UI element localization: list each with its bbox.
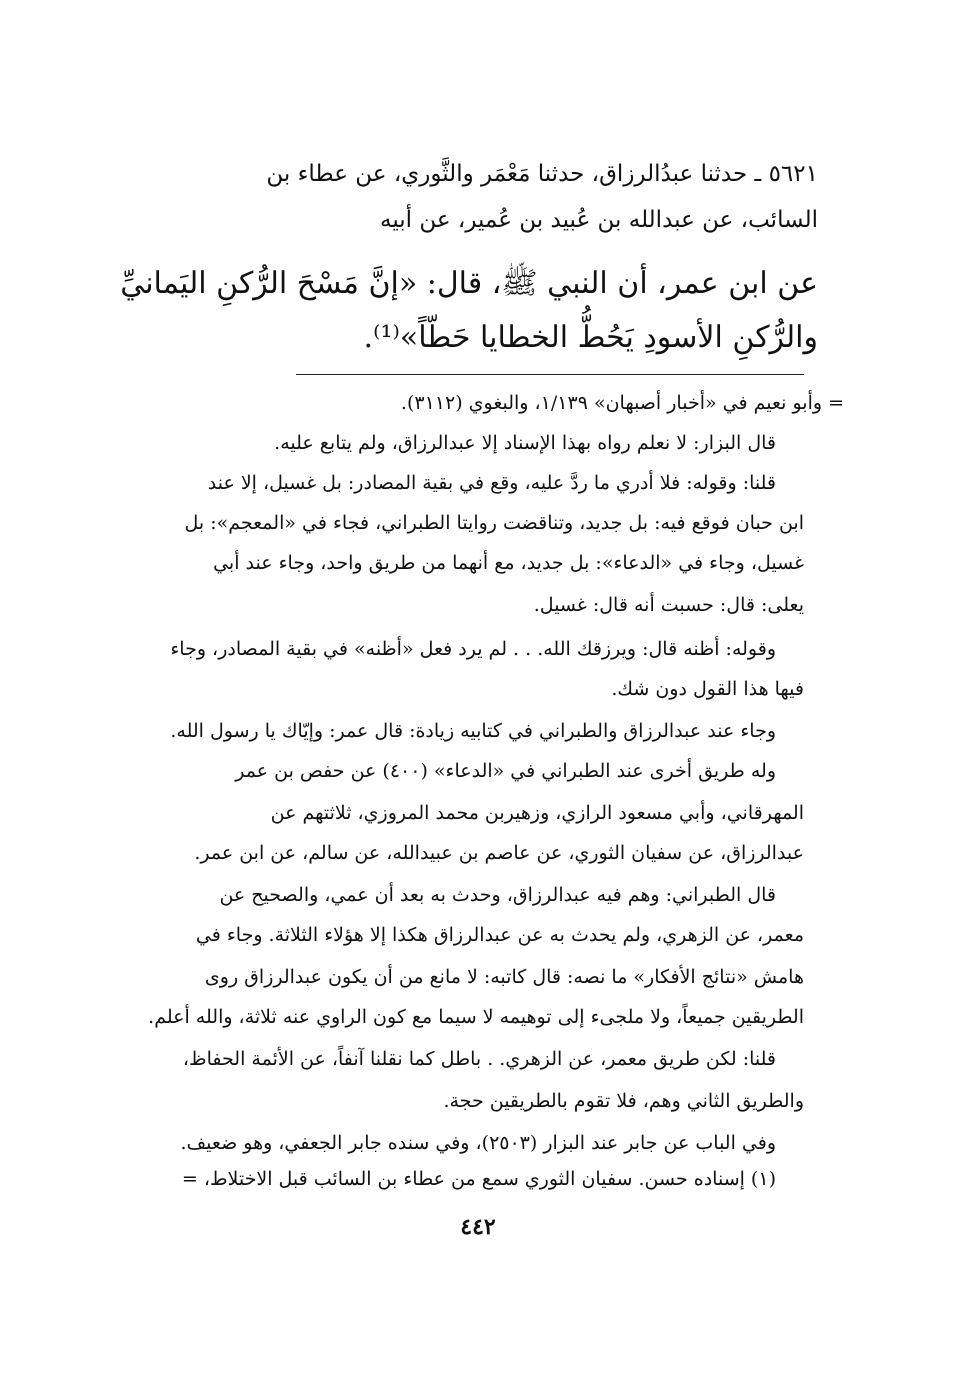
footnote-line: ابن حبان فوقع فيه: بل جديد، وتناقضت روايتا الطبراني، فجاء في «المعجم»: بل <box>184 512 804 534</box>
hadith-line-2: السائب، عن عبدالله بن عُبيد بن عُمير، عن أبيه <box>380 207 818 233</box>
footnote-line: عبدالرزاق، عن سفيان الثوري، عن عاصم بن عبيدالله، عن سالم، عن ابن عمر. <box>194 842 804 864</box>
footnote-line: معمر، عن الزهري، ولم يحدث به عن عبدالرزاق هكذا إلا هؤلاء الثلاثة. وجاء في <box>195 924 804 946</box>
footnote-separator <box>296 374 804 375</box>
footnote-line: الطريقين جميعاً، ولا ملجىء إلى توهيمه لا سيما مع كون الراوي عنه ثلاثة، والله أعلم. <box>148 1006 804 1028</box>
footnote-line: قلنا: وقوله: فلا أدري ما ردَّ عليه، وقع في بقية المصادر: بل غسيل، إلا عند <box>207 472 776 494</box>
hadith-line-4: والرُّكنِ الأسودِ يَحُطُّ الخطايا حَطّاً»⁽¹⁾. <box>363 320 818 355</box>
footnote-line: وله طريق أخرى عند الطبراني في «الدعاء» (٤٠٠) عن حفص بن عمر <box>235 760 776 782</box>
footnote-line: = وأبو نعيم في «أخبار أصبهان» ١/١٣٩، والبغوي (٣١١٢). <box>400 392 844 414</box>
footnote-line: وجاء عند عبدالرزاق والطبراني في كتابيه زيادة: قال عمر: وإيّاك يا رسول الله. <box>170 720 776 742</box>
hadith-line-3: عن ابن عمر، أن النبي ﷺ، قال: «إنَّ مَسْحَ الرُّكنِ اليَمانيِّ <box>120 266 818 301</box>
footnote-line: وفي الباب عن جابر عند البزار (٢٥٠٣)، وفي سنده جابر الجعفي، وهو ضعيف. <box>180 1132 776 1154</box>
footnote-line: غسيل، وجاء في «الدعاء»: بل جديد، مع أنهما من طريق واحد، وجاء عند أبي <box>213 552 804 574</box>
hadith-line-1: ٥٦٢١ ـ حدثنا عبدُالرزاق، حدثنا مَعْمَر والثَّوري، عن عطاء بن <box>266 161 818 187</box>
footnote-line: وقوله: أظنه قال: ويرزقك الله. . . لم يرد فعل «أظنه» في بقية المصادر، وجاء <box>170 638 776 660</box>
page-number: ٤٤٢ <box>460 1214 496 1240</box>
footnote-line: المهرقاني، وأبي مسعود الرازي، وزهيربن محمد المروزي، ثلاثتهم عن <box>270 802 804 824</box>
footnote-line: (١) إسناده حسن. سفيان الثوري سمع من عطاء بن السائب قبل الاختلاط، = <box>181 1168 776 1190</box>
footnote-line: هامش «نتائج الأفكار» ما نصه: قال كاتبه: لا مانع من أن يكون عبدالرزاق روى <box>204 966 804 988</box>
footnote-line: يعلى: قال: حسبت أنه قال: غسيل. <box>533 594 804 616</box>
footnote-line: قلنا: لكن طريق معمر، عن الزهري. . باطل كما نقلنا آنفاً، عن الأئمة الحفاظ، <box>182 1048 776 1070</box>
footnote-line: قال الطبراني: وهم فيه عبدالرزاق، وحدث به بعد أن عمي، والصحيح عن <box>219 884 776 906</box>
footnote-line: فيها هذا القول دون شك. <box>611 678 804 700</box>
footnote-line: والطريق الثاني وهم، فلا تقوم بالطريقين حجة. <box>443 1090 804 1112</box>
footnote-line: قال البزار: لا نعلم رواه بهذا الإسناد إلا عبدالرزاق، ولم يتابع عليه. <box>274 432 776 454</box>
